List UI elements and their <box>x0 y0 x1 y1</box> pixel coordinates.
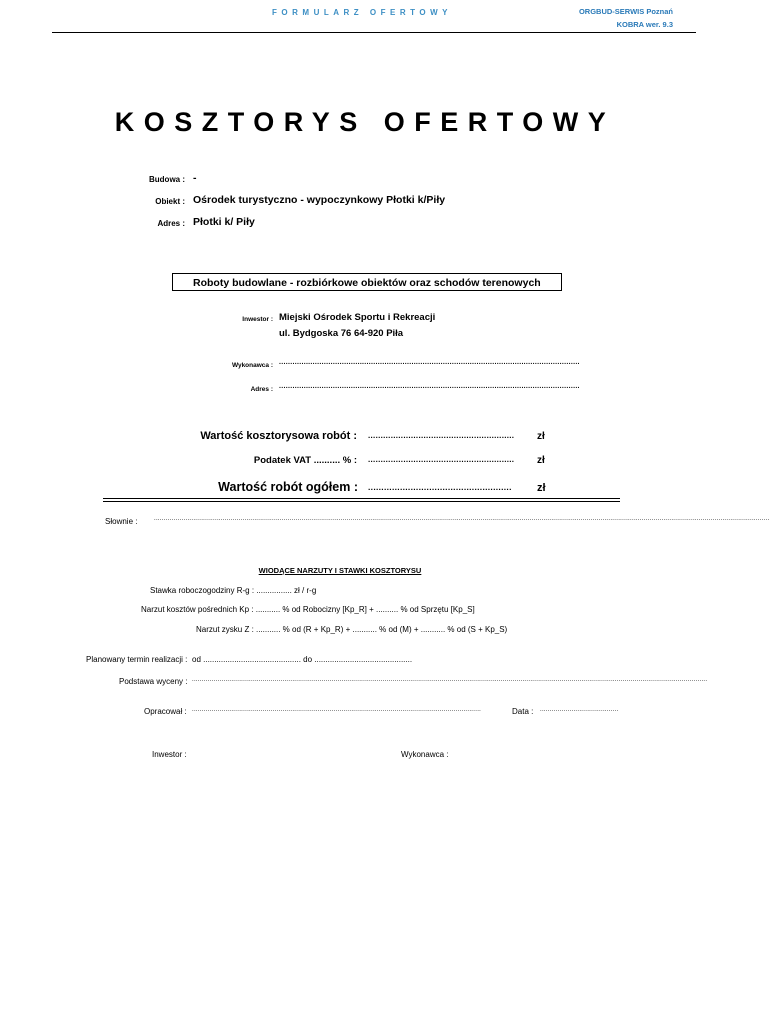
scope-text: Roboty budowlane - rozbiórkowe obiektów oraz schodów terenowych <box>193 277 541 289</box>
slownie-field[interactable]: ......................................................................................................................................................................................................................................................................................................................... <box>154 516 770 522</box>
podstawa-label: Podstawa wyceny : <box>119 677 188 686</box>
data-field[interactable]: ........................................ <box>540 707 619 713</box>
version-label: KOBRA wer. 9.3 <box>616 20 673 29</box>
opracowal-field[interactable]: ................................................................................................................................................... <box>192 707 482 713</box>
obiekt-label: Obiekt : <box>155 197 185 206</box>
narzuty-heading: WIODĄCE NARZUTY I STAWKI KOSZTORYSU <box>258 566 422 575</box>
currency-label: zł <box>537 482 546 494</box>
data-label: Data : <box>512 707 534 716</box>
wartosc-ogolem-field[interactable]: ...................................................... <box>368 482 512 492</box>
opracowal-label: Opracował : <box>144 707 187 716</box>
signature-inwestor: Inwestor : <box>152 750 187 759</box>
inwestor-label: Inwestor : <box>242 316 273 323</box>
signature-wykonawca: Wykonawca : <box>401 750 449 759</box>
termin-label: Planowany termin realizacji : <box>86 655 188 664</box>
narzut-zysku: Narzut zysku Z : ........... % od (R + Kp_R) + ........... % od (M) + ........... % od (S + Kp_S) <box>196 625 508 634</box>
wykonawca-field[interactable]: ...................................................................................................................................... <box>279 359 580 366</box>
form-title: FORMULARZ OFERTOWY <box>272 8 452 17</box>
company-name: ORGBUD-SERWIS Poznań <box>578 7 673 16</box>
adres-value: Płotki k/ Piły <box>193 216 255 228</box>
narzut-kosztow-posrednich: Narzut kosztów pośrednich Kp : ........... % od Robocizny [Kp_R] + .......... % od Sprzętu [Kp_S] <box>141 605 475 614</box>
page-title: KOSZTORYS OFERTOWY <box>114 107 616 137</box>
wartosc-kosztorysowa-field[interactable]: .......................................................... <box>368 431 515 440</box>
double-divider-top <box>103 498 620 499</box>
budowa-value: - <box>193 172 197 184</box>
vat-label: Podatek VAT .......... % : <box>253 455 357 466</box>
inwestor-name: Miejski Ośrodek Sportu i Rekreacji <box>279 312 436 323</box>
termin-field[interactable]: od ............................................ do ............................................ <box>192 655 413 664</box>
obiekt-value: Ośrodek turystyczno - wypoczynkowy Płotki k/Piły <box>193 194 446 206</box>
double-divider-bottom <box>103 501 620 502</box>
wartosc-ogolem-label: Wartość robót ogółem : <box>218 480 358 494</box>
adres-label: Adres : <box>157 219 185 228</box>
wykonawca-label: Wykonawca : <box>231 362 273 369</box>
slownie-label: Słownie : <box>105 517 138 526</box>
currency-label: zł <box>537 431 545 442</box>
scope-box <box>172 273 562 291</box>
currency-label: zł <box>537 455 545 466</box>
wykonawca-adres-label: Adres : <box>250 386 273 393</box>
wartosc-kosztorysowa-label: Wartość kosztorysowa robót : <box>200 430 357 442</box>
budowa-label: Budowa : <box>149 175 185 184</box>
podstawa-field[interactable]: ...................................................................................................................................................................................................................................................................... <box>192 677 708 683</box>
wykonawca-adres-field[interactable]: ...................................................................................................................................... <box>279 383 580 390</box>
inwestor-address: ul. Bydgoska 76 64-920 Piła <box>279 328 404 339</box>
vat-field[interactable]: .......................................................... <box>368 455 515 464</box>
stawka-roboczogodziny: Stawka roboczogodziny R-g : ................ zł / r-g <box>150 586 317 595</box>
header-divider <box>52 32 696 33</box>
